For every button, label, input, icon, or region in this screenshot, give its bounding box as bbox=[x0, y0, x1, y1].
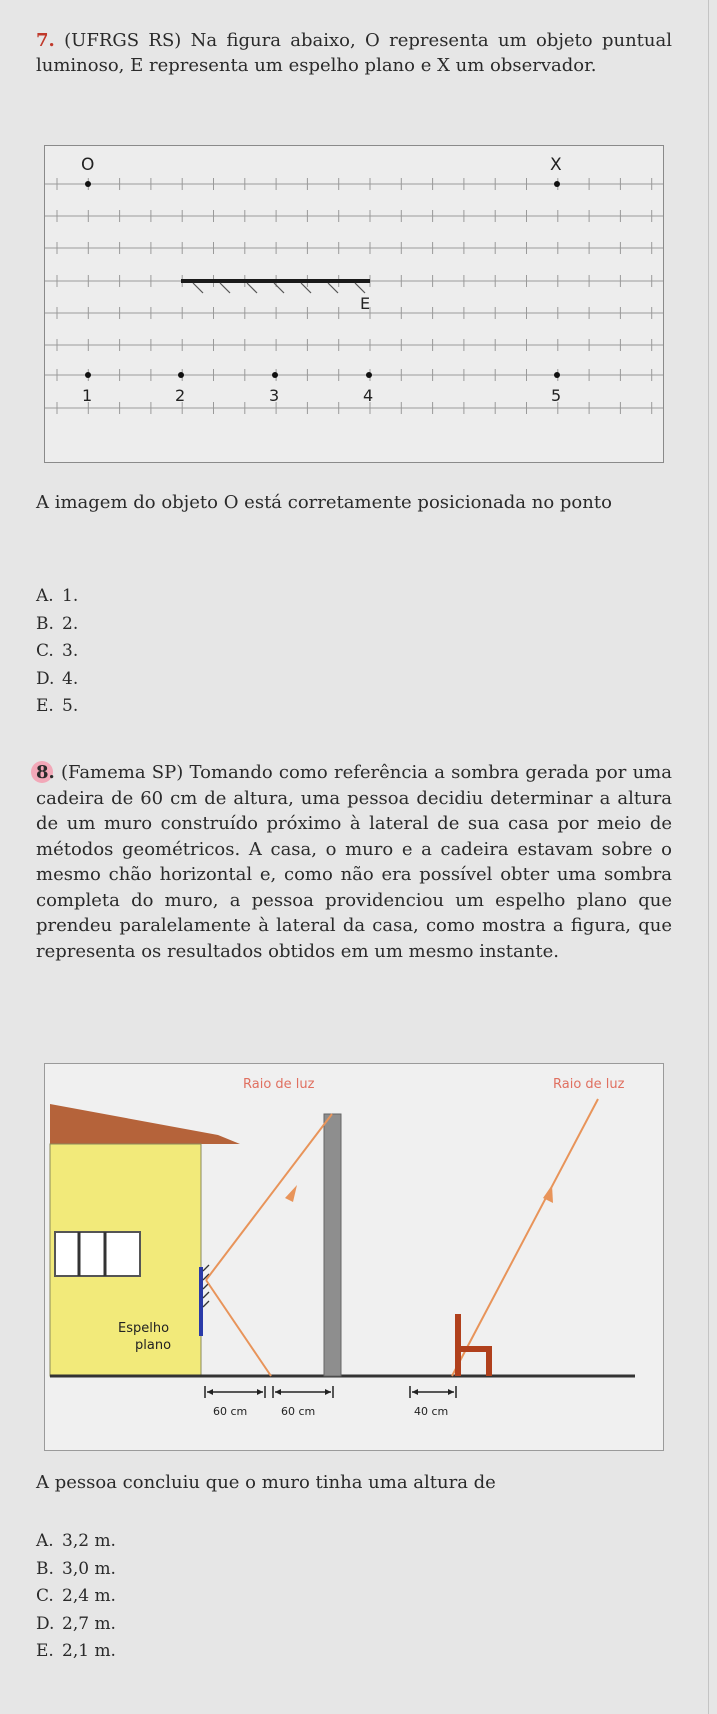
q7-option-e[interactable]: E. 5. bbox=[36, 696, 79, 716]
point-3 bbox=[272, 372, 278, 378]
question-7-stem-text: (UFRGS RS) Na figura abaixo, O representa um objeto puntual luminoso, E representa um espelho plano e X um observador. bbox=[36, 30, 672, 76]
q8-option-b[interactable]: B. 3,0 m. bbox=[36, 1558, 116, 1579]
question-8-options bbox=[36, 1528, 116, 1666]
page-margin-rule bbox=[708, 0, 709, 1714]
dim-label-3: 40 cm bbox=[414, 1405, 449, 1418]
q8-option-c[interactable]: C. 2,4 m. bbox=[36, 1586, 116, 1606]
q7-option-c[interactable]: C. 3. bbox=[36, 641, 79, 661]
ray-left-arrow bbox=[285, 1185, 297, 1202]
point-3-label: 3 bbox=[269, 386, 280, 405]
point-1 bbox=[85, 372, 91, 378]
wall-height-figure bbox=[44, 1063, 664, 1451]
mirror-label: E bbox=[360, 294, 371, 313]
light-ray-right bbox=[452, 1099, 598, 1376]
light-ray-left bbox=[206, 1114, 332, 1376]
question-7-options bbox=[36, 583, 78, 721]
house-window bbox=[55, 1232, 140, 1276]
dim-label-2: 60 cm bbox=[281, 1405, 316, 1418]
q8-option-e[interactable]: E. 2,1 m. bbox=[36, 1641, 116, 1661]
point-1-label: 1 bbox=[82, 386, 93, 405]
point-2 bbox=[178, 372, 184, 378]
question-8-stem bbox=[36, 760, 672, 964]
wall-muro bbox=[324, 1114, 341, 1376]
point-2-label: 2 bbox=[175, 386, 186, 405]
point-5 bbox=[554, 372, 560, 378]
question-8-prompt: A pessoa concluiu que o muro tinha uma altura de bbox=[36, 1472, 496, 1493]
question-7-prompt: A imagem do objeto O está corretamente posicionada no ponto bbox=[36, 492, 612, 513]
question-8-stem-text: (Famema SP) Tomando como referência a sombra gerada por uma cadeira de 60 cm de altura, uma pessoa decidiu determinar a altura de um muro construído próximo à lateral de sua casa por meio de métodos geométricos. A casa, o muro e a cadeira estavam sobre o mesmo chão horizontal e, como não era possível obter uma sombra completa do muro, a pessoa providenciou um espelho plano que prendeu paralelamente à lateral da casa, como mostra a figura, que representa os resultados obtidos em um mesmo instante. bbox=[36, 762, 672, 962]
q7-option-d[interactable]: D. 4. bbox=[36, 668, 79, 689]
point-4 bbox=[366, 372, 372, 378]
q7-option-b[interactable]: B. 2. bbox=[36, 613, 79, 634]
q7-option-a[interactable]: A. 1. bbox=[36, 586, 79, 606]
object-o-point bbox=[85, 181, 91, 187]
ray-label-right: Raio de luz bbox=[553, 1077, 625, 1092]
mirror-hatching bbox=[203, 1265, 209, 1307]
observer-x-point bbox=[554, 181, 560, 187]
ray-label-left: Raio de luz bbox=[243, 1077, 315, 1092]
point-4-label: 4 bbox=[363, 386, 374, 405]
dim-label-1: 60 cm bbox=[213, 1405, 248, 1418]
object-o-label: O bbox=[81, 155, 95, 175]
house-roof bbox=[50, 1104, 240, 1144]
mirror-grid-figure bbox=[44, 145, 664, 463]
point-5-label: 5 bbox=[551, 386, 562, 405]
question-7-stem bbox=[36, 28, 672, 78]
chair bbox=[455, 1314, 492, 1376]
q8-option-d[interactable]: D. 2,7 m. bbox=[36, 1613, 116, 1634]
mirror-label-line2: plano bbox=[135, 1338, 172, 1353]
question-7-number: 7. bbox=[36, 30, 55, 51]
question-8-number: 8. bbox=[36, 762, 55, 783]
q8-option-a[interactable]: A. 3,2 m. bbox=[36, 1531, 116, 1551]
mirror-label-line1: Espelho bbox=[118, 1321, 170, 1336]
observer-x-label: X bbox=[550, 155, 562, 175]
